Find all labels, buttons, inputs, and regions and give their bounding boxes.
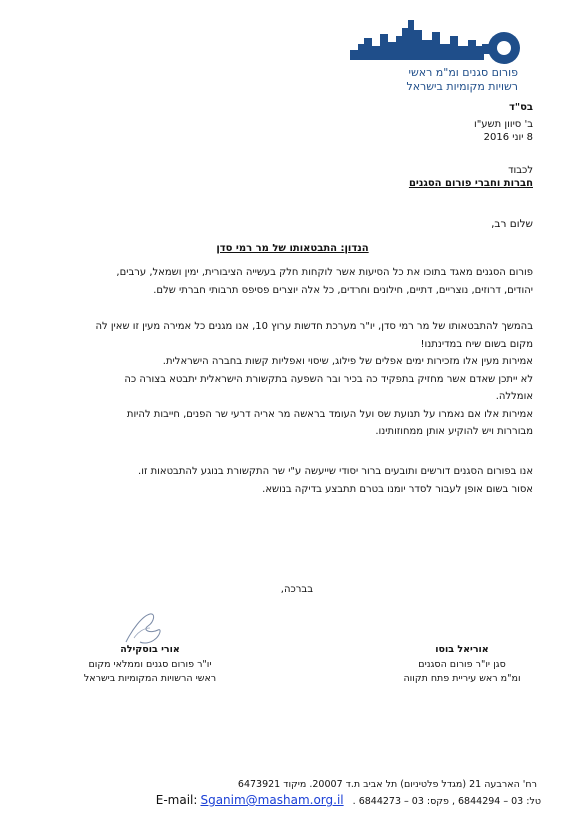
- email-label: E-mail:: [155, 793, 198, 807]
- signature-right: [387, 643, 537, 687]
- logo-line-1: פורום סגנים ומ"מ ראשי: [408, 66, 518, 79]
- signer-title: יו"ר פורום סגנים וממלאי מקום: [88, 658, 212, 670]
- handwritten-signature: [120, 608, 170, 648]
- signer-title: סגן יו"ר פורום הסגנים: [418, 658, 506, 670]
- signer-title: ראשי הרשויות המקומיות בישראל: [83, 673, 217, 684]
- paragraph-line: מקום בשום שיח במדינתנו!: [420, 338, 533, 350]
- date-civil: 8 יוני 2016: [483, 132, 533, 143]
- paragraph-line: אמירות אלו אם נאמרו על תנועת שס ועל העומד בראשה מר אריה דרעי שר הפנים, חייבות להיות: [126, 408, 533, 420]
- footer-contact: [41, 793, 541, 807]
- recipient-name: חברות וחברי פורום הסגנים: [408, 178, 533, 189]
- footer-address: רח' הארבעה 21 (מגדל פלטיניום) תל אביב ת.ד 20007. מיקוד 6473921: [237, 779, 537, 790]
- paragraph-line: בהמשך להתבטאותו של מר רמי סדן, יו"ר מערכת חדשות ערוץ 10, אנו מגנים כל אמירה מעין זו שאין לה: [95, 321, 533, 332]
- paragraph-line: יהודים, דרוזים, נוצריים, דתיים, חילונים וחרדים, כל אלה יוצרים פסיפס תרבותי חברתי שלם.: [153, 284, 533, 296]
- paragraph-line: אומללה.: [495, 391, 533, 402]
- paragraph-1: [53, 264, 533, 299]
- date-hebrew: ב' סיוון תשע"ו: [473, 119, 533, 130]
- email-link[interactable]: Sganim@masham.org.il: [200, 793, 344, 807]
- key-skyline-icon: [342, 16, 532, 66]
- signer-name: אוריאל בוסו: [435, 644, 489, 655]
- paragraph-line: פורום הסגנים מאגד בתוכו את כל הסיעות אשר לוקחות חלק בעשייה הציבורית, ימין ושמאל, ערבים,: [116, 267, 533, 278]
- bsd-mark: בס"ד: [509, 102, 533, 113]
- recipient-label: לכבוד: [508, 165, 533, 176]
- paragraph-line: מבוררות ויש להוקיע אותן ממחוזותינו.: [375, 426, 533, 437]
- signer-name: אורי בוסקילה: [120, 644, 180, 655]
- paragraph-line: אסור בשום אופן לעבור לסדר יומנו בטרם תתבצע בדיקה בנושא.: [262, 483, 533, 495]
- paragraph-3: [53, 463, 533, 498]
- logo-line-2: רשויות מקומיות בישראל: [406, 80, 518, 93]
- greeting: שלום רב,: [491, 218, 533, 230]
- paragraph-line: לא ייתכן שאדם אשר מחזיק בתפקיד כה בכיר ובר השפעה בתקשורת הישראלית יתבטא בצורה כה: [124, 373, 533, 385]
- paragraph-line: אמירות מעין אלו מזכירות ימים אפלים של פילוג, שיסוי ואפליות קשות בחברה הישראלית.: [162, 356, 533, 367]
- signature-left: [60, 643, 240, 687]
- paragraph-line: אנו בפורום הסגנים דורשים ותובעים ברור יסודי שייעשה ע"י שר התקשורת בנוגע להתבטאות זו.: [138, 466, 533, 477]
- logo: [342, 16, 532, 93]
- paragraph-2: [53, 318, 533, 441]
- signer-title: ומ"מ ראש עיריית פתח תקווה: [403, 673, 521, 684]
- footer-phones: טל: 03 – 6844294 , פקס: 03 – 6844273 .: [352, 796, 541, 807]
- subject: הנדון: התבטאותו של מר רמי סדן: [216, 243, 369, 254]
- closing: בברכה,: [280, 584, 313, 595]
